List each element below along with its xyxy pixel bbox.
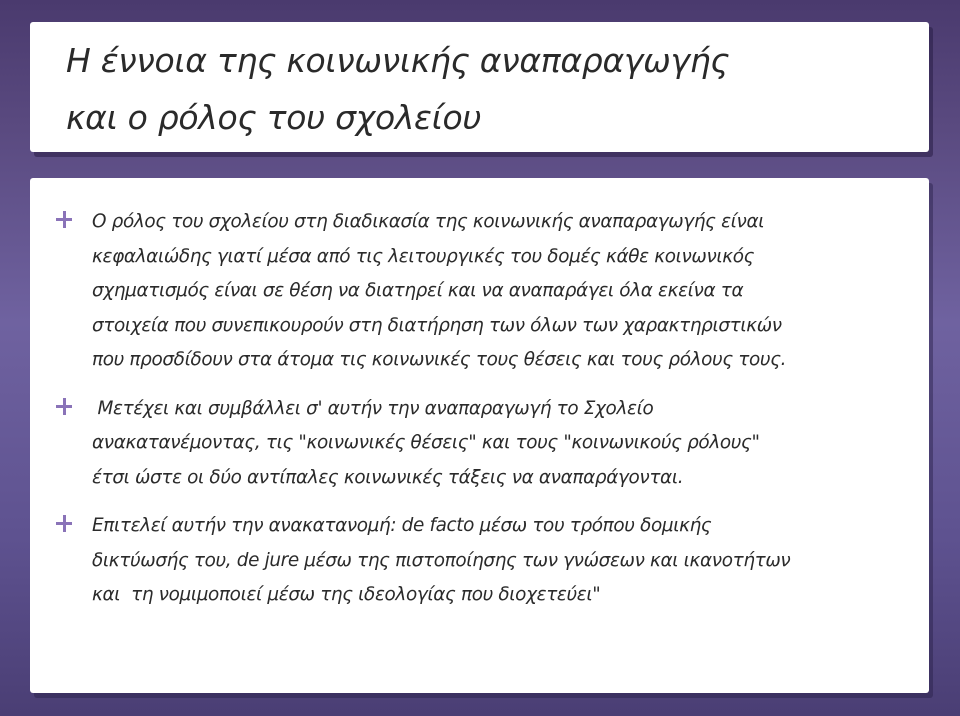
bullet-item-3 bbox=[50, 509, 910, 613]
bullet-text-line: κεφαλαιώδης γιατί μέσα από τις λειτουργικές του δομές κάθε κοινωνικός bbox=[92, 245, 755, 267]
title-line-2: και ο ρόλος του σχολείου bbox=[66, 98, 482, 137]
title-line-1: Η έννοια της κοινωνικής αναπαραγωγής bbox=[66, 41, 730, 80]
slide-title bbox=[66, 32, 906, 146]
bullet-text-line: Επιτελεί αυτήν την ανακατανομή: de facto μέσω του τρόπου δομικής bbox=[92, 515, 712, 536]
bullet-text-line: στοιχεία που συνεπικουρούν στη διατήρηση των όλων των χαρακτηριστικών bbox=[92, 314, 782, 336]
bullet-item-2 bbox=[50, 392, 910, 496]
bullet-text-line: και τη νομιμοποιεί μέσω της ιδεολογίας που διοχετεύει" bbox=[92, 584, 601, 605]
bullet-text-line: έτσι ώστε οι δύο αντίπαλες κοινωνικές τάξεις να αναπαράγονται. bbox=[92, 466, 684, 488]
bullet-text-line: ανακατανέμοντας, τις "κοινωνικές θέσεις" και τους "κοινωνικούς ρόλους" bbox=[92, 432, 760, 453]
plus-icon bbox=[56, 514, 76, 534]
bullet-text-line: Ο ρόλος του σχολείου στη διαδικασία της κοινωνικής αναπαραγωγής είναι bbox=[92, 211, 765, 232]
bullet-list bbox=[50, 205, 910, 627]
bullet-text-line: που προσδίδουν στα άτομα τις κοινωνικές τους θέσεις και τους ρόλους τους. bbox=[92, 349, 787, 370]
bullet-text-line: δικτύωσής του, de jure μέσω της πιστοποίησης των γνώσεων και ικανοτήτων bbox=[92, 549, 791, 571]
bullet-text-line: Μετέχει και συμβάλλει σ' αυτήν την αναπαραγωγή το Σχολείο bbox=[92, 397, 654, 419]
bullet-item-1 bbox=[50, 205, 910, 378]
bullet-text-line: σχηματισμός είναι σε θέση να διατηρεί και να αναπαράγει όλα εκείνα τα bbox=[92, 280, 744, 301]
plus-icon bbox=[56, 397, 76, 417]
plus-icon bbox=[56, 210, 76, 230]
